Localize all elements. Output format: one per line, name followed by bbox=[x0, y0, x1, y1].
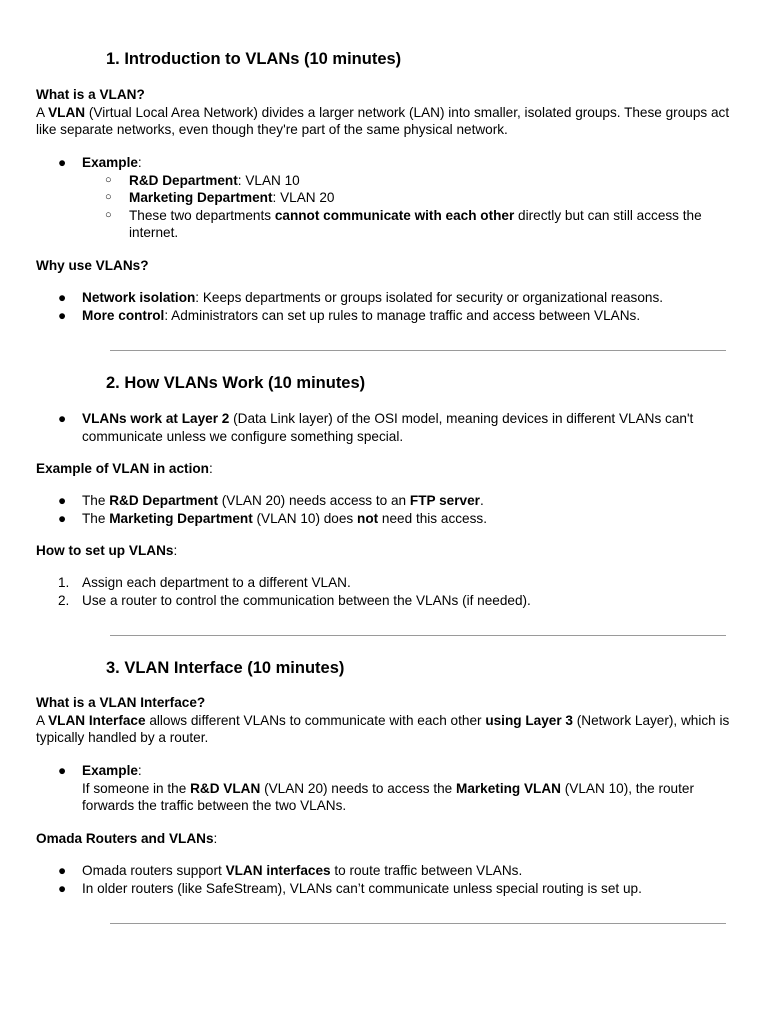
omada-heading: Omada Routers and VLANs: bbox=[36, 831, 218, 846]
example-list bbox=[36, 154, 736, 242]
list-item: ○ R&D Department: VLAN 10 bbox=[105, 172, 300, 188]
what-is-vlan-heading: What is a VLAN? bbox=[36, 87, 145, 102]
list-item: ● VLANs work at Layer 2 (Data Link layer) of the OSI model, meaning devices in different VLANs can't communicate unless we configure something special. bbox=[58, 411, 694, 444]
list-item: ● In older routers (like SafeStream), VLANs can’t communicate unless special routing is set up. bbox=[58, 880, 642, 896]
list-item: ○ These two departments cannot communicate with each other directly but can still access the internet. bbox=[105, 207, 702, 240]
list-item: 1. Assign each department to a different VLAN. bbox=[58, 575, 351, 590]
bullet-icon: ● bbox=[58, 155, 67, 170]
bullet-icon: ● bbox=[58, 411, 67, 426]
list-item: ● Example: If someone in the R&D VLAN (VLAN 20) needs to access the Marketing VLAN (VLAN 10), the router forwards the traffic between the two VLANs. bbox=[58, 763, 694, 813]
bullet-icon: ● bbox=[58, 493, 67, 508]
circle-bullet-icon: ○ bbox=[105, 191, 112, 203]
vlan-interface-definition: A VLAN Interface allows different VLANs to communicate with each other using Layer 3 (Network Layer), which is typically handled by a router. bbox=[36, 712, 730, 745]
section-divider bbox=[110, 635, 726, 636]
section-3-title: 3. VLAN Interface (10 minutes) bbox=[106, 659, 345, 677]
list-item: ● Example: bbox=[58, 155, 142, 170]
bullet-icon: ● bbox=[58, 763, 67, 778]
circle-bullet-icon: ○ bbox=[105, 208, 112, 221]
bullet-icon: ● bbox=[58, 510, 67, 526]
interface-example-list bbox=[36, 762, 736, 815]
section-1-intro bbox=[36, 86, 736, 139]
vlan-in-action-heading: Example of VLAN in action: bbox=[36, 461, 213, 476]
step-number: 2. bbox=[58, 592, 70, 608]
vlan-definition: A VLAN (Virtual Local Area Network) divides a larger network (LAN) into smaller, isolated groups. These groups act like separate networks, even though they're part of the same physical network. bbox=[36, 104, 730, 137]
setup-heading: How to set up VLANs: bbox=[36, 543, 178, 558]
bullet-icon: ● bbox=[58, 290, 67, 305]
step-number: 1. bbox=[58, 575, 70, 590]
bullet-icon: ● bbox=[58, 863, 67, 878]
why-list bbox=[36, 289, 736, 324]
list-item: ● Network isolation: Keeps departments or groups isolated for security or organizational reasons. bbox=[58, 290, 664, 305]
list-item: ● Omada routers support VLAN interfaces to route traffic between VLANs. bbox=[58, 863, 523, 878]
bullet-icon: ● bbox=[58, 880, 67, 896]
bullet-icon: ● bbox=[58, 307, 67, 323]
section-2-title: 2. How VLANs Work (10 minutes) bbox=[106, 374, 366, 392]
list-item: ● The R&D Department (VLAN 20) needs access to an FTP server. bbox=[58, 493, 484, 508]
section-1-title: 1. Introduction to VLANs (10 minutes) bbox=[106, 50, 402, 68]
vlan-in-action-list bbox=[36, 492, 736, 527]
section-divider bbox=[110, 350, 726, 351]
layer-list bbox=[36, 410, 736, 445]
list-item: 2. Use a router to control the communication between the VLANs (if needed). bbox=[58, 592, 531, 608]
circle-bullet-icon: ○ bbox=[105, 173, 112, 186]
why-use-vlans-heading: Why use VLANs? bbox=[36, 258, 149, 273]
omada-list bbox=[36, 862, 736, 897]
list-item: ○ Marketing Department: VLAN 20 bbox=[105, 190, 335, 205]
what-is-vlan-interface-heading: What is a VLAN Interface? bbox=[36, 695, 206, 710]
list-item: ● More control: Administrators can set up rules to manage traffic and access between VLANs. bbox=[58, 307, 641, 323]
list-item: ● The Marketing Department (VLAN 10) does not need this access. bbox=[58, 510, 487, 526]
section-divider bbox=[110, 923, 726, 924]
section-3-intro bbox=[36, 694, 736, 747]
setup-steps bbox=[36, 574, 736, 609]
